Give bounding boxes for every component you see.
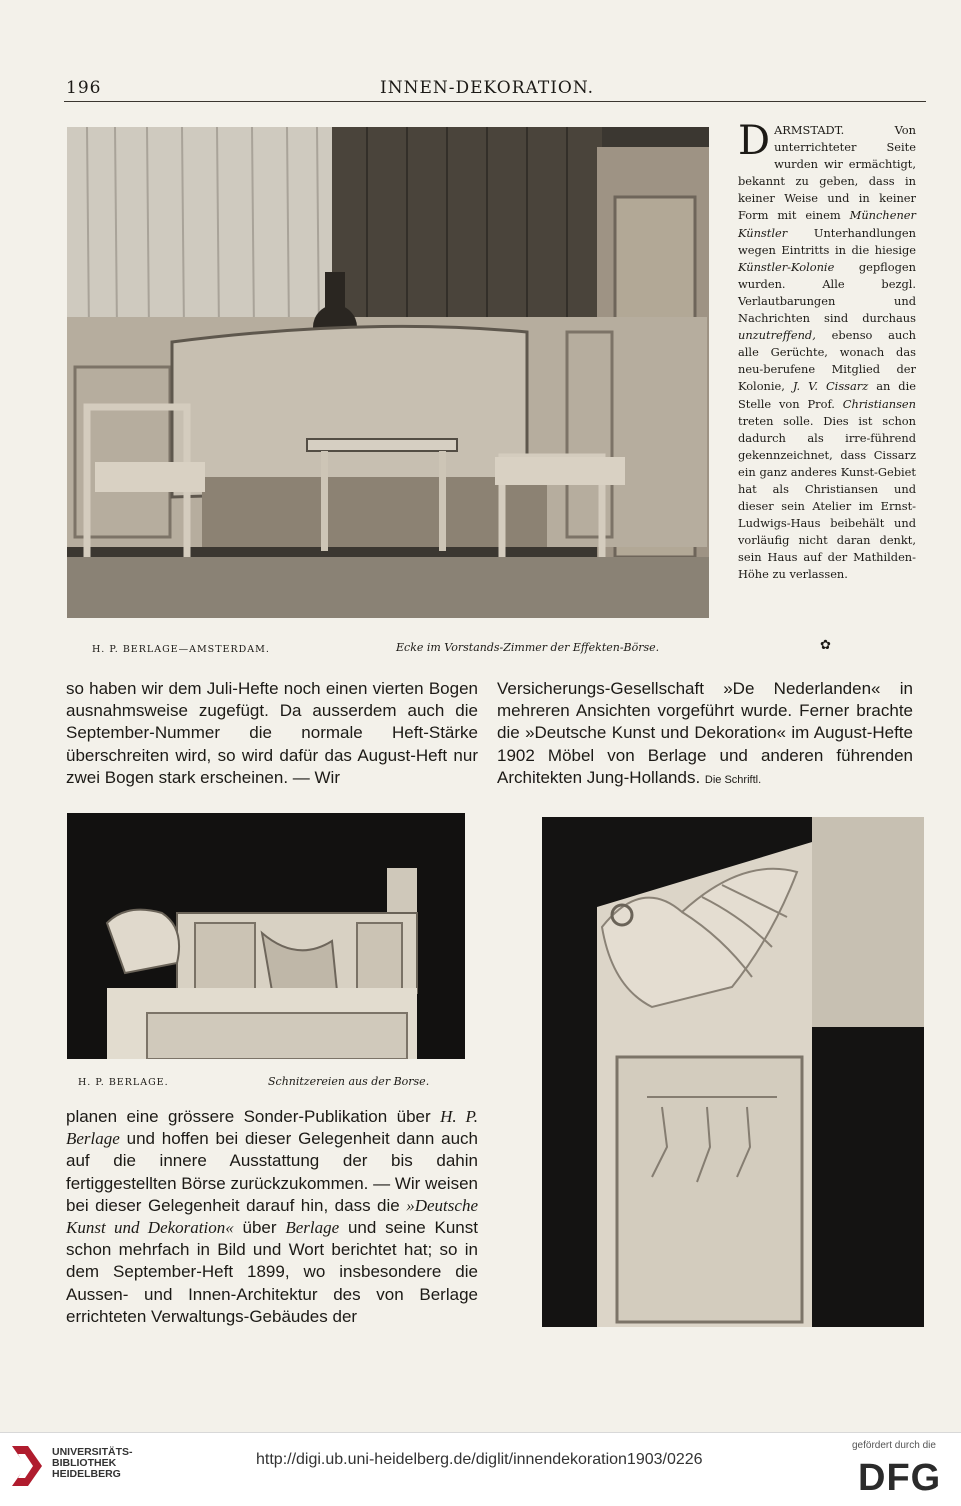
library-name: UNIVERSITÄTS- BIBLIOTHEK HEIDELBERG	[52, 1446, 133, 1480]
sidebar-notice	[738, 118, 916, 584]
sidebar-text-3: gepflogen wurden. Alle bezgl. Verlautbarungen und Nachrichten sind durchaus	[738, 259, 916, 326]
ornament-icon: ✿	[820, 638, 831, 653]
sidebar-text-2: Unterhandlungen wegen Eintritts in die hiesige	[738, 225, 916, 257]
body-left-paragraph: so haben wir dem Juli-Hefte noch einen vierten Bogen ausnahmsweise zugefügt. Da ausserdem auch die September-Nummer die normale Heft-Stärke überschreiten wird, so wird dafür das August-Heft nur zwei Bogen stark erscheinen. — Wir	[66, 679, 478, 787]
body-right-paragraph: Versicherungs-Gesellschaft »De Nederlanden« in mehreren Ansichten vorgeführt wurde. Ferner brachte die »Deutsche Kunst und Dekoration« im August-Hefte 1902 Möbel von Berlage und anderen führenden Architekten Jung-Hollands.	[497, 679, 913, 787]
figure-1-credit: H. P. BERLAGE—AMSTERDAM.	[92, 644, 270, 655]
university-logo-icon	[8, 1444, 46, 1492]
sidebar-italic-4: J. V. Cissarz	[792, 379, 869, 394]
sidebar-text-1: ARMSTADT. Von unterrichteter Seite wurden wir ermächtigt, bekannt zu geben, dass in keiner Weise und in keiner Form mit einem	[738, 123, 916, 223]
editor-signature: Die Schriftl.	[704, 773, 762, 786]
drop-cap: D	[738, 118, 771, 164]
lower-italic-1: H. P. Berlage	[66, 1107, 478, 1149]
sidebar-text-6: treten solle. Dies ist schon dadurch als irre-führend gekennzeichnet, dass Cissarz ein ganz anderes Kunst-Gebiet hat als Christiansen und dieser sein Atelier im Ernst-Ludwigs-Haus beibehält und vorläufig nicht daran denkt, sein Haus auf der Mathilden-Höhe zu verlassen.	[738, 413, 916, 582]
running-title: INNEN-DEKORATION.	[380, 78, 595, 98]
photo-board-room-corner	[67, 127, 709, 618]
dfg-logo: DFG	[858, 1457, 942, 1499]
sidebar-italic-1: Münchener Künstler	[738, 208, 916, 240]
page-number: 196	[66, 78, 102, 98]
photo-carving-bench	[67, 813, 465, 1059]
lower-italic-3: Berlage	[285, 1218, 340, 1238]
sidebar-italic-2: Künstler-Kolonie	[738, 259, 835, 274]
digital-copy-link[interactable]: http://digi.ub.uni-heidelberg.de/diglit/innendekoration1903/0226	[256, 1451, 703, 1468]
sidebar-italic-5: Christiansen	[842, 396, 916, 411]
figure-1-title: Ecke im Vorstands-Zimmer der Effekten-Börse.	[396, 641, 660, 654]
body-column-left	[66, 678, 478, 789]
figure-2-credit: H. P. BERLAGE.	[78, 1077, 169, 1088]
lower-text-1: planen eine grössere Sonder-Publikation über	[66, 1107, 431, 1126]
lower-text-3: über	[242, 1218, 277, 1238]
figure-2-title: Schnitzereien aus der Borse.	[268, 1075, 430, 1088]
sidebar-text-4: ebenso auch alle Gerüchte, wonach das neu-berufene Mitglied der Kolonie,	[738, 328, 916, 394]
sidebar-italic-3: unzutreffend,	[738, 328, 816, 343]
lower-italic-2: »Deutsche Kunst und Dekoration«	[66, 1195, 478, 1238]
viewer-footer	[0, 1432, 961, 1506]
photo-carving-eagle	[542, 817, 924, 1327]
header-rule	[64, 101, 926, 102]
lower-text-4: und seine Kunst schon mehrfach in Bild und Wort berichtet hat; so in dem September-Heft 1899, wo insbesondere die Aussen- und Innen-Architektur des von Berlage errichteten Verwaltungs-Gebäudes der	[66, 1218, 478, 1326]
body-column-lower	[66, 1106, 478, 1328]
body-column-right	[497, 678, 913, 791]
lower-text-2: und hoffen bei dieser Gelegenheit dann auch auf die innere Ausstattung der bis dahin fertiggestellten Börse zurückzukommen. — Wir weisen bei dieser Gelegenheit darauf hin, dass die	[66, 1129, 478, 1215]
sidebar-text-5: an die Stelle von Prof.	[738, 379, 916, 411]
funding-note: gefördert durch die	[852, 1440, 936, 1451]
